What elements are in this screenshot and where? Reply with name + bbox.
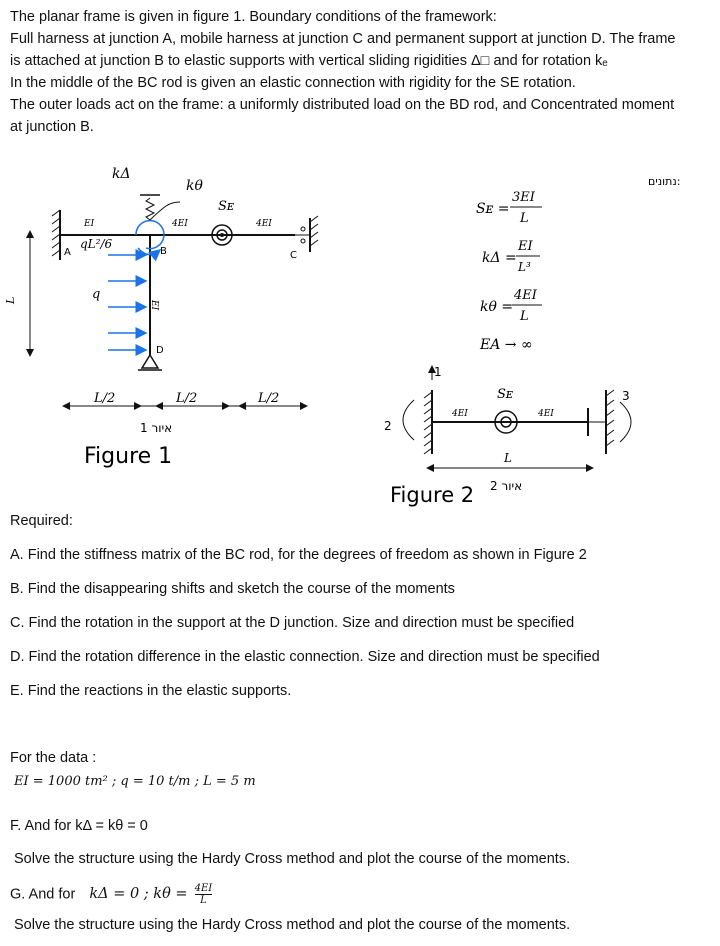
intro-line: Full harness at junction A, mobile harness at junction C and permanent support at junction D. The frame [10,31,676,47]
part-f-label: F. And for kΔ = kθ = 0 [10,818,148,834]
dim-1: L/2 [94,391,116,406]
node-b-label: B [160,246,167,257]
se-num: 3EI [512,190,535,205]
part-g-frac-num: 4EI [194,883,213,894]
ei-left-label: EI [84,219,95,229]
figure2-caption: Figure 2 [390,483,475,507]
part-g-frac-den: L [200,895,207,906]
fig2-l-label: L [504,451,512,465]
required-item: C. Find the rotation in the support at the D junction. Size and direction must be specified [10,615,575,631]
k-theta-label: kθ [186,178,203,194]
node-a-label: A [64,247,71,258]
intro-line: The planar frame is given in figure 1. Boundary conditions of the framework: [10,9,497,25]
hebrew-fig1: איור 1 [140,421,173,435]
dof-3: 3 [622,389,630,403]
data-heading: For the data : [10,750,97,766]
k-delta-label: kΔ [112,166,131,182]
required-item: D. Find the rotation difference in the elastic connection. Size and direction must be specified [10,649,600,665]
kt-den: L [520,309,529,324]
dof-2: 2 [384,419,392,433]
intro-line: is attached at junction B to elastic supports with vertical sliding rigidities Δ□ and for rotation kₑ [10,53,608,69]
part-g-formula: kΔ = 0 ; kθ = [89,886,188,903]
part-g-fraction [195,883,213,906]
kt-num: 4EI [514,288,537,303]
ei-4-label: 4EI [172,219,188,229]
kt-eq: kθ = [480,299,514,315]
required-item: A. Find the stiffness matrix of the BC rod, for the degrees of freedom as shown in Figure 2 [10,547,587,563]
se-eq: Sᴇ = [476,201,510,217]
kd-num: EI [518,239,533,254]
dim-2: L/2 [176,391,198,406]
l-vertical-label: L [4,296,17,304]
ei-right-label: 4EI [256,219,272,229]
intro-line: at junction B. [10,119,94,135]
dim-3: L/2 [258,391,280,406]
ea-label: EA → ∞ [480,337,533,353]
data-formula: EI = 1000 tm² ; q = 10 t/m ; L = 5 m [14,774,256,789]
required-item: E. Find the reactions in the elastic supports. [10,683,292,699]
required-item: B. Find the disappearing shifts and sketch the course of the moments [10,581,455,597]
node-d-label: D [156,345,164,356]
fig2-se-label: Sᴇ [497,387,514,402]
intro-line: In the middle of the BC rod is given an elastic connection with rigidity for the SE rotation. [10,75,576,91]
part-f-text: Solve the structure using the Hardy Cross method and plot the course of the moments. [14,851,571,867]
ei-vertical-label: EI [149,300,159,311]
required-heading: Required: [10,513,73,529]
fig2-ei-right: 4EI [538,409,554,419]
kd-eq: kΔ = [482,250,517,266]
kd-den: L³ [518,260,531,274]
figure1-caption: Figure 1 [84,444,173,469]
dof-1: 1 [434,365,442,379]
fig2-ei-left: 4EI [452,409,468,419]
hebrew-fig2: איור 2 [490,479,523,493]
moment-load-label: qL²/6 [80,237,113,251]
part-g-prefix: G. And for [10,886,76,903]
se-den: L [520,211,529,226]
given-data [400,165,710,365]
figure-1 [0,160,360,480]
part-g-text: Solve the structure using the Hardy Cross method and plot the course of the moments. [14,917,571,933]
q-label: q [92,287,101,302]
part-g-label [10,883,212,906]
given-hebrew-label: נתונים: [648,175,681,188]
se-label: Sᴇ [218,199,235,214]
intro-line: The outer loads act on the frame: a uniformly distributed load on the BD rod, and Concentrated moment [10,97,675,113]
node-c-label: C [290,250,297,261]
figure-2 [370,360,715,520]
